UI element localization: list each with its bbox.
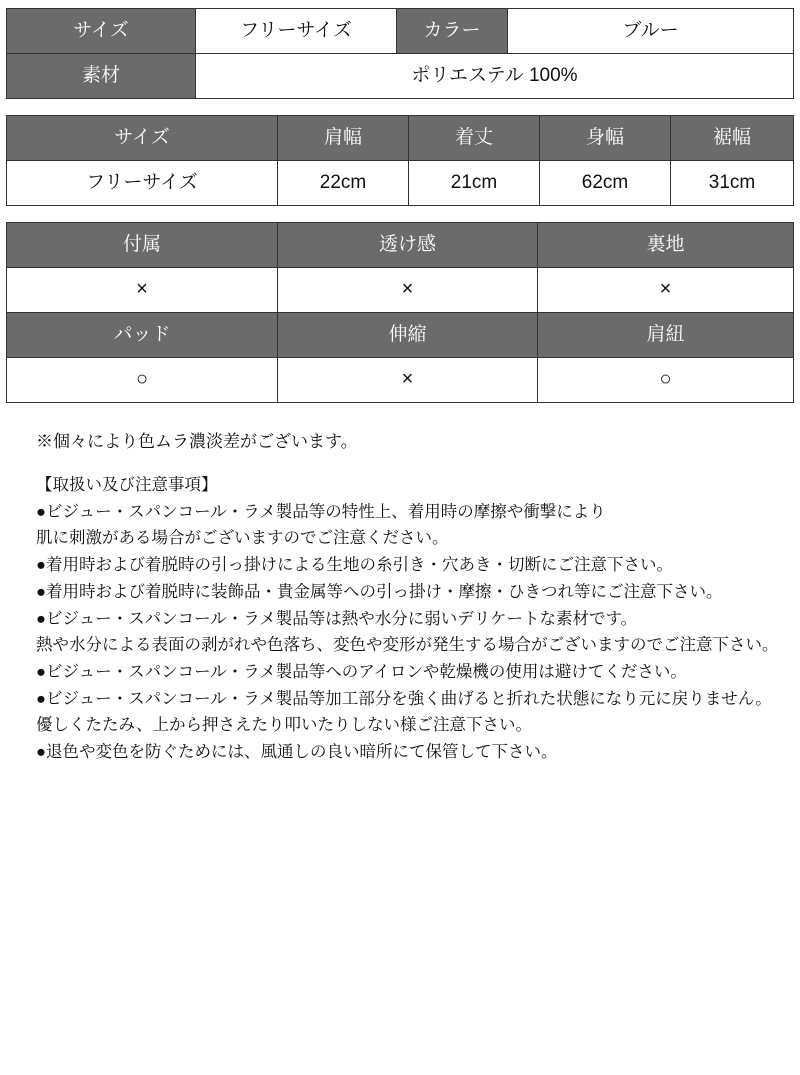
- table-row: [7, 223, 794, 268]
- spec-value-size: フリーサイズ: [196, 9, 397, 54]
- size-header-bust: 身幅: [540, 116, 671, 161]
- size-value-hem: 31cm: [671, 161, 794, 206]
- size-header-hem: 裾幅: [671, 116, 794, 161]
- size-value-shoulder: 22cm: [278, 161, 409, 206]
- spec-table: [6, 8, 794, 99]
- feature-header-pad: パッド: [7, 313, 278, 358]
- caution-line: ●ビジュー・スパンコール・ラメ製品等加工部分を強く曲げると折れた状態になり元に戻りません。: [36, 689, 772, 708]
- caution-line: ●ビジュー・スパンコール・ラメ製品等の特性上、着用時の摩擦や衝撃により: [36, 502, 606, 521]
- table-row: [7, 9, 794, 54]
- feature-header-strap: 肩紐: [538, 313, 794, 358]
- feature-value-accessory: ×: [136, 277, 148, 300]
- table-row: [7, 268, 794, 313]
- feature-value-strap: ○: [659, 367, 672, 390]
- table-row: [7, 358, 794, 403]
- caution-line: 熱や水分による表面の剥がれや色落ち、変色や変形が発生する場合がございますのでご注意下さい。: [36, 636, 779, 655]
- feature-value-sheerness: ×: [401, 277, 414, 300]
- caution-block: [36, 472, 800, 766]
- size-header-size: サイズ: [7, 116, 278, 161]
- product-spec-page: [0, 8, 800, 766]
- table-row: [7, 161, 794, 206]
- feature-value-stretch: ×: [401, 367, 414, 390]
- size-value-bust: 62cm: [540, 161, 671, 206]
- caution-line: 優しくたたみ、上から押さえたり叩いたりしない様ご注意下さい。: [36, 716, 532, 735]
- size-value-length: 21cm: [409, 161, 540, 206]
- spec-label-color: カラー: [397, 9, 508, 54]
- size-value-size: フリーサイズ: [7, 161, 278, 206]
- feature-header-sheerness: 透け感: [278, 223, 538, 268]
- feature-table: [6, 222, 794, 403]
- spec-label-material: 素材: [7, 54, 196, 99]
- caution-line: ●着用時および着脱時に装飾品・貴金属等への引っ掛け・摩擦・ひきつれ等にご注意下さい。: [36, 582, 723, 601]
- table-row: [7, 313, 794, 358]
- caution-line: 肌に刺激がある場合がございますのでご注意ください。: [36, 529, 449, 548]
- spec-value-color: ブルー: [508, 9, 794, 54]
- table-row: [7, 116, 794, 161]
- caution-line: ●ビジュー・スパンコール・ラメ製品等へのアイロンや乾燥機の使用は避けてください。: [36, 663, 687, 682]
- feature-header-stretch: 伸縮: [278, 313, 538, 358]
- caution-line: ●着用時および着脱時の引っ掛けによる生地の糸引き・穴あき・切断にご注意下さい。: [36, 556, 673, 575]
- caution-line: ●退色や変色を防ぐためには、風通しの良い暗所にて保管して下さい。: [36, 743, 558, 762]
- table-row: [7, 54, 794, 99]
- color-variation-note: ※個々により色ムラ濃淡差がございます。: [36, 432, 358, 451]
- size-header-length: 着丈: [409, 116, 540, 161]
- caution-title: 【取扱い及び注意事項】: [36, 476, 218, 494]
- feature-header-lining: 裏地: [538, 223, 794, 268]
- feature-header-accessory: 付属: [7, 223, 278, 268]
- feature-value-pad: ○: [135, 367, 149, 390]
- size-table: [6, 115, 794, 206]
- spec-value-material: ポリエステル 100%: [196, 54, 794, 99]
- size-header-shoulder: 肩幅: [278, 116, 409, 161]
- caution-line: ●ビジュー・スパンコール・ラメ製品等は熱や水分に弱いデリケートな素材です。: [36, 609, 638, 628]
- spec-label-size: サイズ: [7, 9, 196, 54]
- feature-value-lining: ×: [659, 277, 672, 300]
